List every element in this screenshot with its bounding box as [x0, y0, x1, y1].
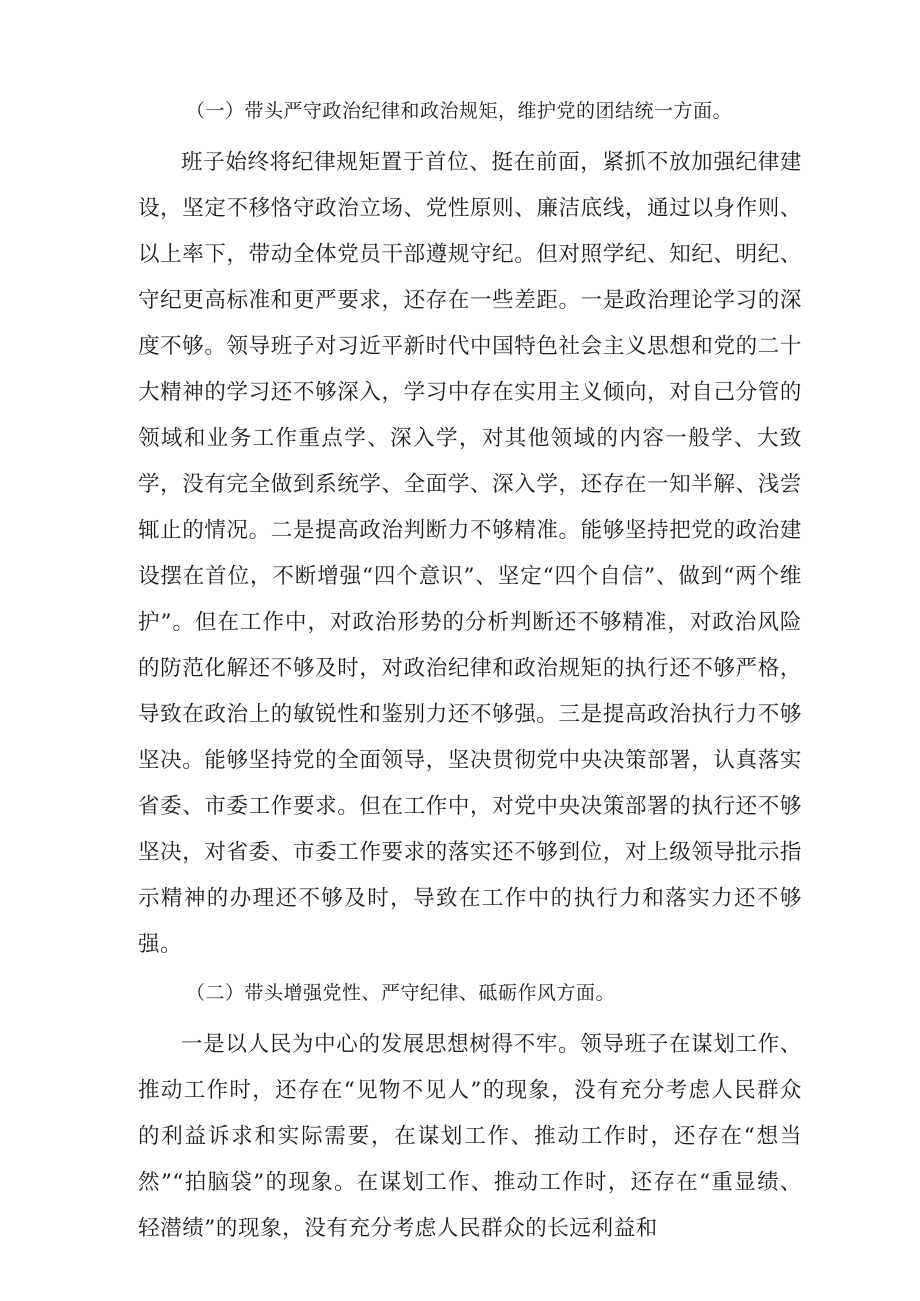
- section-paragraph-1: 班子始终将纪律规矩置于首位、挺在前面，紧抓不放加强纪律建设，坚定不移恪守政治立场、党性原则、廉洁底线，通过以身作则、以上率下，带动全体党员干部遵规守纪。但对照学纪、知纪、明纪、守纪更高标准和更严要求，还存在一些差距。一是政治理论学习的深度不够。领导班子对习近平新时代中国特色社会主义思想和党的二十大精神的学习还不够深入，学习中存在实用主义倾向，对自己分管的领域和业务工作重点学、深入学，对其他领域的内容一般学、大致学，没有完全做到系统学、全面学、深入学，还存在一知半解、浅尝辄止的情况。二是提高政治判断力不够精准。能够坚持把党的政治建设摆在首位，不断增强“四个意识”、坚定“四个自信”、做到“两个维护”。但在工作中，对政治形势的分析判断还不够精准，对政治风险的防范化解还不够及时，对政治纪律和政治规矩的执行还不够严格，导致在政治上的敏锐性和鉴别力还不够强。三是提高政治执行力不够坚决。能够坚持党的全面领导，坚决贯彻党中央决策部署，认真落实省委、市委工作要求。但在工作中，对党中央决策部署的执行还不够坚决，对省委、市委工作要求的落实还不够到位，对上级领导批示指示精神的办理还不够及时，导致在工作中的执行力和落实力还不够强。: [138, 150, 802, 957]
- section-heading-1: （一）带头严守政治纪律和政治规矩，维护党的团结统一方面。: [186, 100, 733, 122]
- section-heading-2: （二）带头增强党性、严守纪律、砥砺作风方面。: [186, 982, 616, 1004]
- section-paragraph-2: 一是以人民为中心的发展思想树得不牢。领导班子在谋划工作、推动工作时，还存在“见物不见人”的现象，没有充分考虑人民群众的利益诉求和实际需要，在谋划工作、推动工作时，还存在“想当然”“拍脑袋”的现象。在谋划工作、推动工作时，还存在“重显绩、轻潜绩”的现象，没有充分考虑人民群众的长远利益和: [138, 1032, 802, 1241]
- document-page: [138, 86, 802, 1252]
